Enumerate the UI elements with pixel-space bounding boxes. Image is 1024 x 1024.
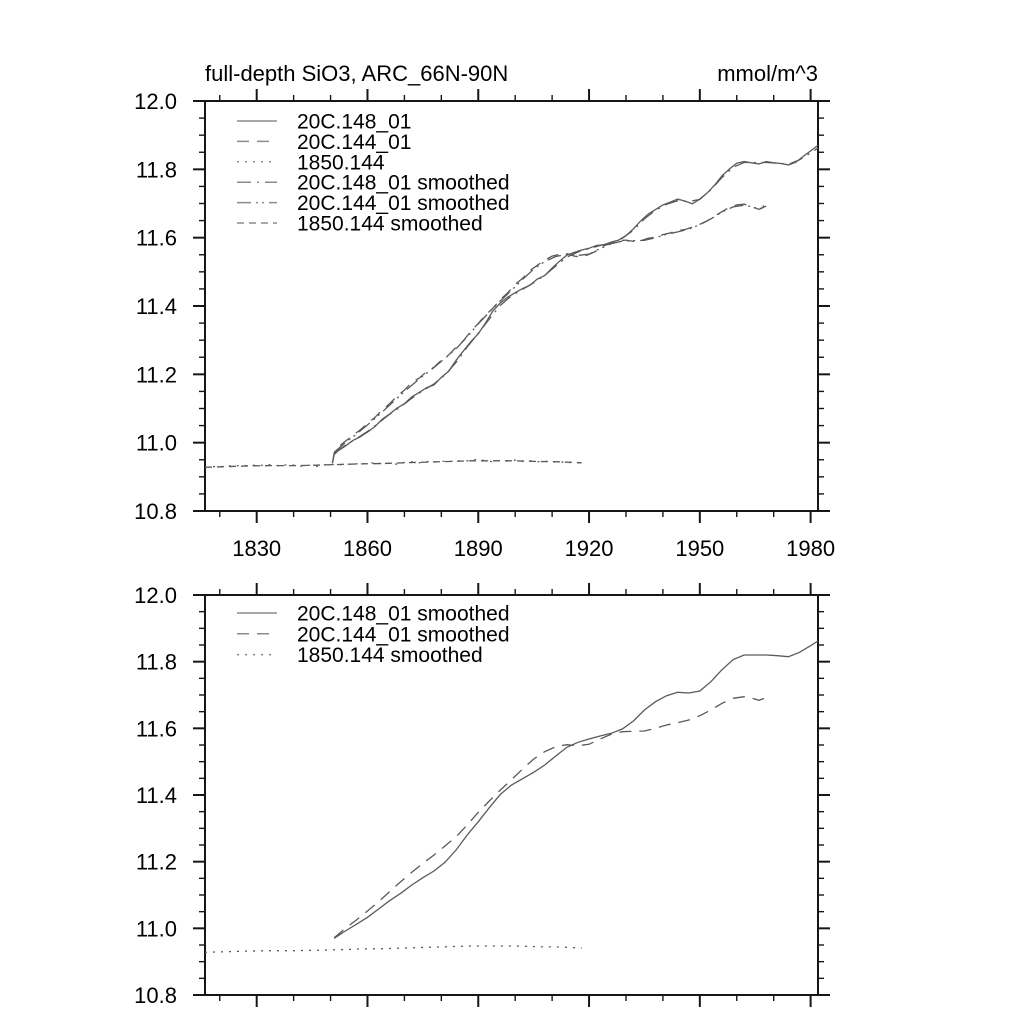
chart-title: full-depth SiO3, ARC_66N-90N xyxy=(205,61,509,86)
y-tick-label: 11.4 xyxy=(135,294,177,319)
x-tick-label: 1920 xyxy=(564,536,614,561)
legend-label: 1850.144 xyxy=(297,151,385,175)
series-line-1850-144-smoothed xyxy=(205,461,582,468)
chart-units-label: mmol/m^3 xyxy=(717,61,818,86)
series-line-20c-144-01-smoothed xyxy=(334,205,766,452)
series-line-20c-144-01 xyxy=(332,200,766,463)
y-tick-label: 11.6 xyxy=(135,225,177,251)
legend-label: 20C.144_01 xyxy=(297,130,412,154)
legend-label: 20C.148_01 smoothed xyxy=(297,602,510,626)
y-tick-label: 11.6 xyxy=(135,716,177,742)
legend-label: 20C.144_01 smoothed xyxy=(297,192,510,216)
x-tick-label: 1860 xyxy=(343,536,392,561)
y-tick-label: 11.2 xyxy=(135,849,177,875)
series-line-20c-148-01-smoothed xyxy=(334,641,818,938)
legend-label: 20C.144_01 smoothed xyxy=(297,623,510,647)
series-line-1850-144-smoothed xyxy=(205,946,582,952)
y-tick-label: 11.0 xyxy=(135,430,177,456)
y-tick-label: 12.0 xyxy=(134,583,177,608)
y-tick-label: 10.8 xyxy=(134,499,177,524)
y-tick-label: 11.8 xyxy=(135,157,177,183)
legend-label: 1850.144 smoothed xyxy=(297,212,483,236)
panel-1 xyxy=(134,89,835,561)
y-tick-label: 11.2 xyxy=(135,362,177,388)
y-tick-label: 11.8 xyxy=(135,649,177,675)
x-tick-label: 1890 xyxy=(453,536,503,561)
x-tick-label: 1980 xyxy=(786,536,836,561)
x-tick-label: 1950 xyxy=(675,536,725,561)
y-tick-label: 10.8 xyxy=(134,983,177,1008)
y-tick-label: 11.4 xyxy=(135,783,177,808)
legend-label: 20C.148_01 xyxy=(297,110,412,134)
y-tick-label: 12.0 xyxy=(134,89,177,114)
x-tick-label: 1830 xyxy=(232,536,282,561)
series-line-1850-144 xyxy=(205,459,582,467)
legend-label: 1850.144 smoothed xyxy=(297,644,483,668)
panel-2 xyxy=(134,583,830,1008)
y-tick-label: 11.0 xyxy=(135,916,177,942)
legend-label: 20C.148_01 smoothed xyxy=(297,171,510,195)
series-line-20c-144-01-smoothed xyxy=(334,697,766,938)
